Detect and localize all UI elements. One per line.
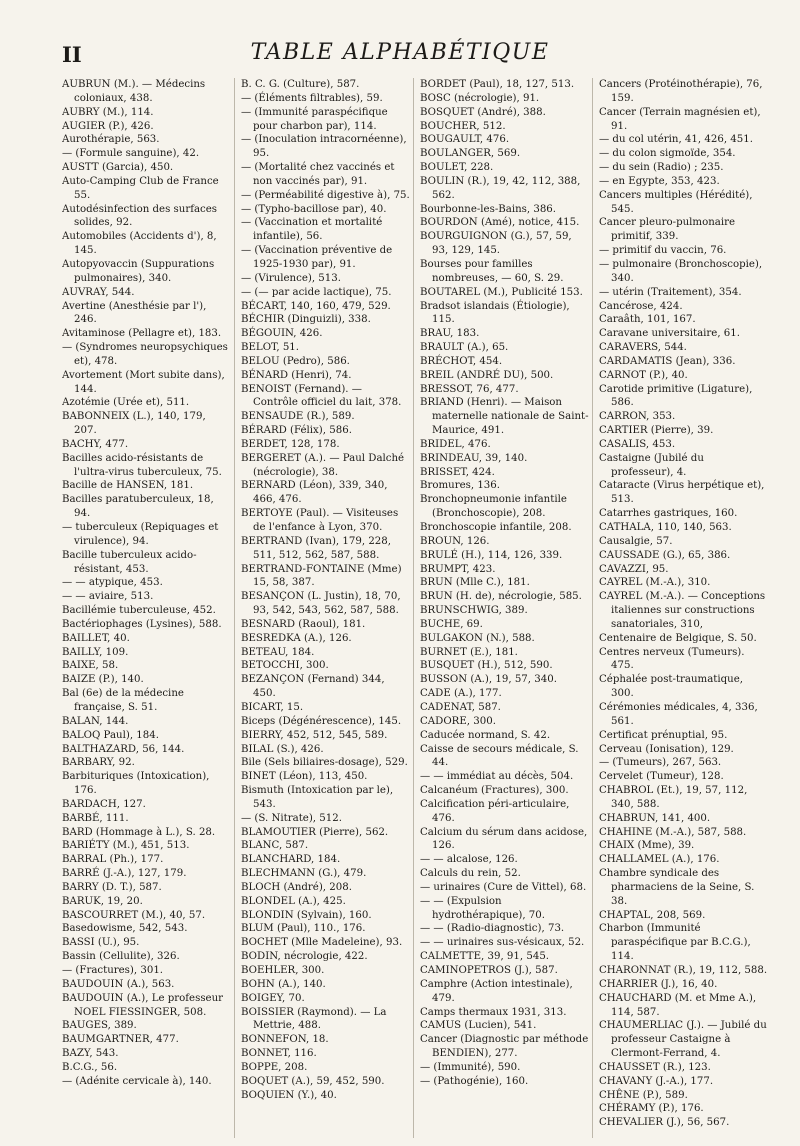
index-entry: BINET (Léon), 113, 450. [241,771,368,783]
index-entry: BAILLY, 109. [62,646,129,658]
index-entry: CHAPTAL, 208, 569. [599,909,706,921]
index-entry: AUBRUN (M.). — Médecins coloniaux, 438. [62,79,206,104]
index-entry: Biceps (Dégénérescence), 145. [241,715,402,727]
index-entry: — (— par acide lactique), 75. [241,286,392,298]
index-entry: BILAL (S.), 426. [241,743,324,755]
index-entry: — pulmonaire (Bronchoscopie), 340. [599,258,763,284]
index-entry: BÉNARD (Henri), 74. [241,369,352,381]
index-entry: Causalgie, 57. [599,535,673,547]
index-entry: B. C. G. (Culture), 587. [241,79,360,90]
index-entry: Bradsot islandais (Étiologie), 115. [420,300,570,326]
index-entry: Basedowisme, 542, 543. [62,923,188,935]
index-entry: CAYREL (M.-A.). — Conceptions italiennes sur constructions sanatoriales, 310, [599,591,766,630]
index-entry: — urinaires (Cure de Vittel), 68. [420,881,587,893]
index-entry: — (Tumeurs), 267, 563. [599,757,722,769]
index-entry: CHAUMERLIAC (J.). — Jubilé du professeur Castaigne à Clermont-Ferrand, 4. [599,1020,767,1060]
index-entry: BERNARD (Léon), 339, 340, 466, 476. [241,480,388,506]
index-entry: CARRON, 353. [599,411,676,423]
index-entry: BRUNSCHWIG, 389. [420,605,528,617]
index-entry: CADENAT, 587. [420,701,501,713]
index-entry: Bacilles paratuberculeux, 18, 94. [62,494,214,520]
index-entry: BOHN (A.), 140. [241,978,326,990]
index-entry: Bronchopneumonie infantile (Bronchoscopie), 208. [420,494,567,520]
index-entry: Bismuth (Intoxication par le), 543. [241,785,394,810]
index-entry: BALAN, 144. [62,715,129,727]
index-entry: Chambre syndicale des pharmaciens de la Seine, S. 38. [599,868,755,907]
index-entry: BLONDEL (A.), 425. [241,895,346,907]
index-entry: BOQUET (A.), 59, 452, 590. [241,1075,385,1087]
index-entry: BOIGEY, 70. [241,992,305,1004]
index-entry: Bacilles acido-résistants de l'ultra-virus tuberculeux, 75. [62,452,222,478]
index-entry: Bacille de HANSEN, 181. [62,480,194,492]
index-entry: BLOCH (André), 208. [241,881,352,893]
index-entry: Cérémonies médicales, 4, 336, 561. [599,701,758,727]
page-number: II [62,42,82,67]
index-entry: Cancers (Protéinothérapie), 76, 159. [599,79,763,104]
index-entry: BENSAUDE (R.), 589. [241,411,355,423]
index-entry: — primitif du vaccin, 76. [599,245,727,257]
index-column-2 [241,78,414,1138]
index-entry: — — alcalose, 126. [420,854,518,866]
index-entry: BOUTAREL (M.), Publicité 153. [420,286,583,298]
index-entry: CAMINOPETROS (J.), 587. [420,965,558,976]
index-entry: Cervelet (Tumeur), 128. [599,771,724,783]
index-entry: BUSQUET (H.), 512, 590. [420,660,553,672]
index-entry: BORDET (Paul), 18, 127, 513. [420,79,575,90]
index-entry: — (Immunité), 590. [420,1061,521,1073]
index-entry: Bacillémie tuberculeuse, 452. [62,605,216,617]
index-entry: CHEVALIER (J.), 56, 567. [599,1117,730,1129]
index-entry: BALTHAZARD, 56, 144. [62,743,185,755]
index-entry: BERTRAND-FONTAINE (Mme) 15, 58, 387. [241,563,402,589]
index-entry: Charbon (Immunité paraspécifique par B.C.G.), 114. [599,923,751,963]
index-entry: Autopyovaccin (Suppurations pulmonaires), 340. [62,258,215,284]
index-entry: BLONDIN (Sylvain), 160. [241,909,372,921]
index-entry: BESREDKA (A.), 126. [241,632,352,644]
index-entry: BAUDOUIN (A.), 563. [62,978,175,990]
index-entry: CHAIX (Mme), 39. [599,840,695,852]
index-entry: BASCOURRET (M.), 40, 57. [62,909,206,921]
index-entry: CARTIER (Pierre), 39. [599,425,714,437]
index-entry: Cancers multiples (Hérédité), 545. [599,189,753,215]
index-entry: BURNET (E.), 181. [420,646,518,658]
index-entry: CADORE, 300. [420,715,496,727]
index-entry: CARAVERS, 544. [599,342,687,354]
index-entry: — — atypique, 453. [62,577,163,589]
index-entry: CHÉRAMY (P.), 176. [599,1103,704,1115]
index-entry: Azotémie (Urée et), 511. [62,397,190,409]
index-entry: BÉCART, 140, 160, 479, 529. [241,300,391,312]
index-entry: BAUGES, 389. [62,1020,137,1032]
index-entry: Cancer pleuro-pulmonaire primitif, 339. [599,217,736,243]
index-entry: Calcification péri-articulaire, 476. [420,798,570,824]
index-entry: BOEHLER, 300. [241,965,325,976]
index-entry: — (Perméabilité digestive à), 75. [241,189,410,201]
index-entry: — (Vaccination préventive de 1925-1930 par), 91. [241,245,393,270]
index-entry: BLANC, 587. [241,840,309,852]
index-entry: Bourbonne-les-Bains, 386. [420,203,557,215]
index-entry: — (Syndromes neuropsychiques et), 478. [62,342,228,367]
index-entry: BRINDEAU, 39, 140. [420,452,528,464]
index-entry: — (Immunité paraspécifique pour charbon par), 114. [241,106,388,132]
index-entry: Cancer (Diagnostic par méthode BENDIEN), 277. [420,1034,589,1060]
index-entry: BRAU, 183. [420,328,480,340]
index-entry: BRÉCHOT, 454. [420,355,503,367]
index-entry: Bromures, 136. [420,480,500,492]
index-entry: Aurothérapie, 563. [62,134,160,146]
index-entry: Castaigne (Jubilé du professeur), 4. [599,452,704,478]
index-entry: BRIAND (Henri). — Maison maternelle nationale de Saint-Maurice, 491. [420,397,589,437]
index-entry: — (S. Nitrate), 512. [241,812,342,824]
index-entry: Avortement (Mort subite dans), 144. [62,369,225,395]
index-entry: Carotide primitive (Ligature), 586. [599,383,753,409]
index-entry: Camphre (Action intestinale), 479. [420,978,573,1004]
index-entry: CAVAZZI, 95. [599,563,669,575]
index-entry: — (Typho-bacillose par), 40. [241,203,387,215]
index-entry: BOUGAULT, 476. [420,134,510,146]
index-entry: Calcanéum (Fractures), 300. [420,785,569,797]
index-entry: BARBARY, 92. [62,757,135,769]
index-entry: — — aviaire, 513. [62,591,154,603]
index-entry: — du colon sigmoïde, 354. [599,148,736,160]
index-entry: — utérin (Traitement), 354. [599,286,742,298]
index-entry: — du col utérin, 41, 426, 451. [599,134,753,146]
index-entry: BLANCHARD, 184. [241,854,341,866]
index-entry: CARNOT (P.), 40. [599,369,688,381]
index-columns [62,78,768,1138]
index-entry: Caravane universitaire, 61. [599,328,740,340]
index-entry: — (Vaccination et mortalité infantile), 56. [241,217,383,243]
index-entry: BARRAL (Ph.), 177. [62,854,164,866]
index-entry: CAUSSADE (G.), 65, 386. [599,549,731,561]
index-entry: BOPPE, 208. [241,1061,308,1073]
index-entry: BELOT, 51. [241,342,300,354]
index-entry: — en Egypte, 353, 423. [599,175,720,187]
index-entry: BRISSET, 424. [420,466,495,478]
index-entry: Avitaminose (Pellagre et), 183. [62,328,222,340]
index-entry: BASSI (U.), 95. [62,937,140,949]
index-entry: — — urinaires sus-vésicaux, 52. [420,937,585,949]
index-entry: BÉRARD (Félix), 586. [241,425,352,437]
index-entry: Avertine (Anesthésie par l'), 246. [62,300,207,326]
index-entry: BÉCHIR (Dinguizli), 338. [241,314,371,326]
index-entry: CHAUSSET (R.), 123. [599,1061,711,1073]
index-entry: BONNET, 116. [241,1048,317,1060]
index-entry: BELOU (Pedro), 586. [241,355,350,367]
index-entry: CADE (A.), 177. [420,688,502,700]
index-entry: Camps thermaux 1931, 313. [420,1006,567,1018]
index-entry: BULGAKON (N.), 588. [420,632,535,644]
index-entry: BRUMPT, 423. [420,563,496,575]
index-entry: BICART, 15. [241,701,304,713]
index-entry: BARRÉ (J.-A.), 127, 179. [62,868,187,880]
index-entry: BRUN (H. de), nécrologie, 585. [420,591,582,603]
index-column-1 [62,78,235,1138]
index-entry: CHAVANY (J.-A.), 177. [599,1075,714,1087]
index-entry: — — immédiat au décès, 504. [420,771,574,783]
index-entry: BERTOYE (Paul). — Visiteuses de l'enfance à Lyon, 370. [241,508,399,533]
index-entry: BODIN, nécrologie, 422. [241,951,368,963]
index-entry: Bactériophages (Lysines), 588. [62,618,222,630]
index-entry: BRAULT (A.), 65. [420,342,509,354]
index-entry: Cataracte (Virus herpétique et), 513. [599,480,765,506]
index-entry: CHAUCHARD (M. et Mme A.), 114, 587. [599,992,757,1018]
index-entry: BUSSON (A.), 19, 57, 340. [420,674,557,686]
index-entry: Cancérose, 424. [599,300,683,312]
index-entry: — (Mortalité chez vaccinés et non vaccinés par), 91. [241,162,395,187]
index-entry: CASALIS, 453. [599,438,676,450]
index-entry: BAUDOUIN (A.), Le professeur NOEL FIESSINGER, 508. [62,992,224,1018]
index-entry: BRULÉ (H.), 114, 126, 339. [420,549,563,561]
index-entry: — (Inoculation intracornéenne), 95. [241,134,407,160]
index-entry: AUVRAY, 544. [62,286,135,298]
index-entry: BERDET, 128, 178. [241,438,340,450]
index-entry: Cancer (Terrain magnésien et), 91. [599,106,761,132]
index-entry: CAMUS (Lucien), 541. [420,1020,537,1032]
index-entry: Certificat prénuptial, 95. [599,729,728,741]
index-entry: — (Formule sanguine), 42. [62,148,200,160]
index-entry: — (Adénite cervicale à), 140. [62,1075,212,1087]
index-entry: Autodésinfection des surfaces solides, 92. [62,203,218,229]
index-entry: B.C.G., 56. [62,1061,118,1073]
index-entry: CHABRUN, 141, 400. [599,812,711,824]
index-entry: BESANÇON (L. Justin), 18, 70, 93, 542, 543, 562, 587, 588. [241,591,401,617]
index-entry: BERTRAND (Ivan), 179, 228, 511, 512, 562, 587, 588. [241,535,392,561]
index-entry: CHABROL (Et.), 19, 57, 112, 340, 588. [599,785,748,810]
index-entry: — (Virulence), 513. [241,272,341,284]
index-entry: Calcium du sérum dans acidose, 126. [420,826,588,852]
index-entry: — (Éléments filtrables), 59. [241,92,383,104]
index-entry: BOULIN (R.), 19, 42, 112, 388, 562. [420,175,581,201]
index-entry: Auto-Camping Club de France 55. [62,175,219,201]
page-header [62,40,738,70]
index-entry: BLECHMANN (G.), 479. [241,868,367,880]
index-entry: BAZY, 543. [62,1048,119,1060]
index-entry: — du sein (Radio) ; 235. [599,162,724,174]
index-entry: Barbituriques (Intoxication), 176. [62,771,210,797]
index-entry: CALMETTE, 39, 91, 545. [420,951,550,963]
index-entry: Bassin (Cellulite), 326. [62,951,180,963]
index-entry: — — (Expulsion hydrothérapique), 70. [420,895,546,921]
index-entry: BARUK, 19, 20. [62,895,143,907]
index-entry: BARDACH, 127. [62,798,146,810]
index-entry: Bacille tuberculeux acido-résistant, 453. [62,549,197,575]
index-entry: BENOIST (Fernand). — Contrôle officiel du lait, 378. [241,383,402,409]
index-column-3 [420,78,593,1138]
index-entry: BEZANÇON (Fernand) 344, 450. [241,674,385,700]
index-entry: BARIÉTY (M.), 451, 513. [62,840,190,852]
index-entry: BUCHE, 69. [420,618,483,630]
index-entry: BAILLET, 40. [62,632,130,644]
index-entry: — (Pathogénie), 160. [420,1075,529,1087]
index-entry: AUBRY (M.), 114. [62,106,154,118]
index-entry: BREIL (ANDRÉ DU), 500. [420,369,554,381]
running-title: TABLE ALPHABÉTIQUE [250,40,550,65]
index-entry: CHALLAMEL (A.), 176. [599,854,720,866]
index-entry: Bourses pour familles nombreuses, — 60, S. 29. [420,258,564,284]
index-entry: CHAHINE (M.-A.), 587, 588. [599,826,747,838]
index-entry: Centenaire de Belgique, S. 50. [599,632,757,644]
index-entry: BOULET, 228. [420,162,494,174]
index-entry: BOURDON (Amé), notice, 415. [420,217,580,229]
index-entry: CARDAMATIS (Jean), 336. [599,355,736,367]
index-entry: BÉGOUIN, 426. [241,328,323,340]
index-entry: BACHY, 477. [62,438,129,450]
index-entry: BOISSIER (Raymond). — La Mettrie, 488. [241,1006,387,1032]
index-entry: BOUCHER, 512. [420,120,506,132]
index-entry: Bal (6e) de la médecine française, S. 51. [62,688,184,713]
index-entry: CHARONNAT (R.), 19, 112, 588. [599,965,768,976]
index-entry: BOCHET (Mlle Madeleine), 93. [241,937,403,949]
index-entry: BIERRY, 452, 512, 545, 589. [241,729,388,741]
index-entry: Centres nerveux (Tumeurs). 475. [599,646,745,672]
index-entry: Catarrhes gastriques, 160. [599,508,738,520]
index-entry: BLAMOUTIER (Pierre), 562. [241,826,389,838]
index-entry: BARRY (D. T.), 587. [62,881,162,893]
index-entry: BETOCCHI, 300. [241,660,329,672]
index-entry: BROUN, 126. [420,535,490,547]
index-entry: BOSQUET (André), 388. [420,106,546,118]
index-entry: Cerveau (Ionisation), 129. [599,743,734,755]
index-entry: BOQUIEN (Y.), 40. [241,1089,337,1101]
index-entry: BALOQ Paul), 184. [62,729,159,741]
index-entry: BRUN (Mlle C.), 181. [420,577,530,589]
index-entry: — — (Radio-diagnostic), 73. [420,923,565,935]
index-entry: BAIXE, 58. [62,660,119,672]
index-entry: BETEAU, 184. [241,646,315,658]
index-entry: BERGERET (A.). — Paul Dalché (nécrologie), 38. [241,452,405,478]
index-entry: Caisse de secours médicale, S. 44. [420,743,579,769]
index-entry: BONNEFON, 18. [241,1034,329,1046]
index-entry: BARBÉ, 111. [62,812,129,824]
index-entry: Bile (Sels biliaires-dosage), 529. [241,757,408,769]
index-entry: AUSTT (Garcia), 450. [62,162,174,174]
index-entry: BOURGUIGNON (G.), 57, 59, 93, 129, 145. [420,231,572,257]
index-entry: CHÊNE (P.), 589. [599,1089,688,1101]
index-column-4 [599,78,771,1138]
index-entry: BOULANGER, 569. [420,148,521,160]
index-entry: Caraâth, 101, 167. [599,314,696,326]
index-entry: BRIDEL, 476. [420,438,491,450]
index-entry: CAYREL (M.-A.), 310. [599,577,711,589]
index-entry: BOSC (nécrologie), 91. [420,92,540,104]
index-entry: Automobiles (Accidents d'), 8, 145. [62,231,217,257]
index-entry: Calculs du rein, 52. [420,868,521,880]
index-entry: Bronchoscopie infantile, 208. [420,522,572,533]
index-entry: AUGIER (P.), 426. [62,120,154,132]
index-entry: — tuberculeux (Repiquages et virulence), 94. [62,522,219,547]
index-entry: CHARRIER (J.), 16, 40. [599,978,718,990]
index-entry: BABONNEIX (L.), 140, 179, 207. [62,411,206,437]
index-entry: Céphalée post-traumatique, 300. [599,674,743,700]
index-entry: BAIZE (P.), 140. [62,674,144,686]
index-entry: BESNARD (Raoul), 181. [241,618,366,630]
index-entry: BARD (Hommage à L.), S. 28. [62,826,216,838]
index-entry: — (Fractures), 301. [62,965,164,976]
index-entry: CATHALA, 110, 140, 563. [599,522,732,533]
index-entry: Caducée normand, S. 42. [420,729,551,741]
index-entry: BLUM (Paul), 110., 176. [241,923,366,935]
index-entry: BRESSOT, 76, 477. [420,383,519,395]
index-entry: BAUMGARTNER, 477. [62,1034,179,1046]
